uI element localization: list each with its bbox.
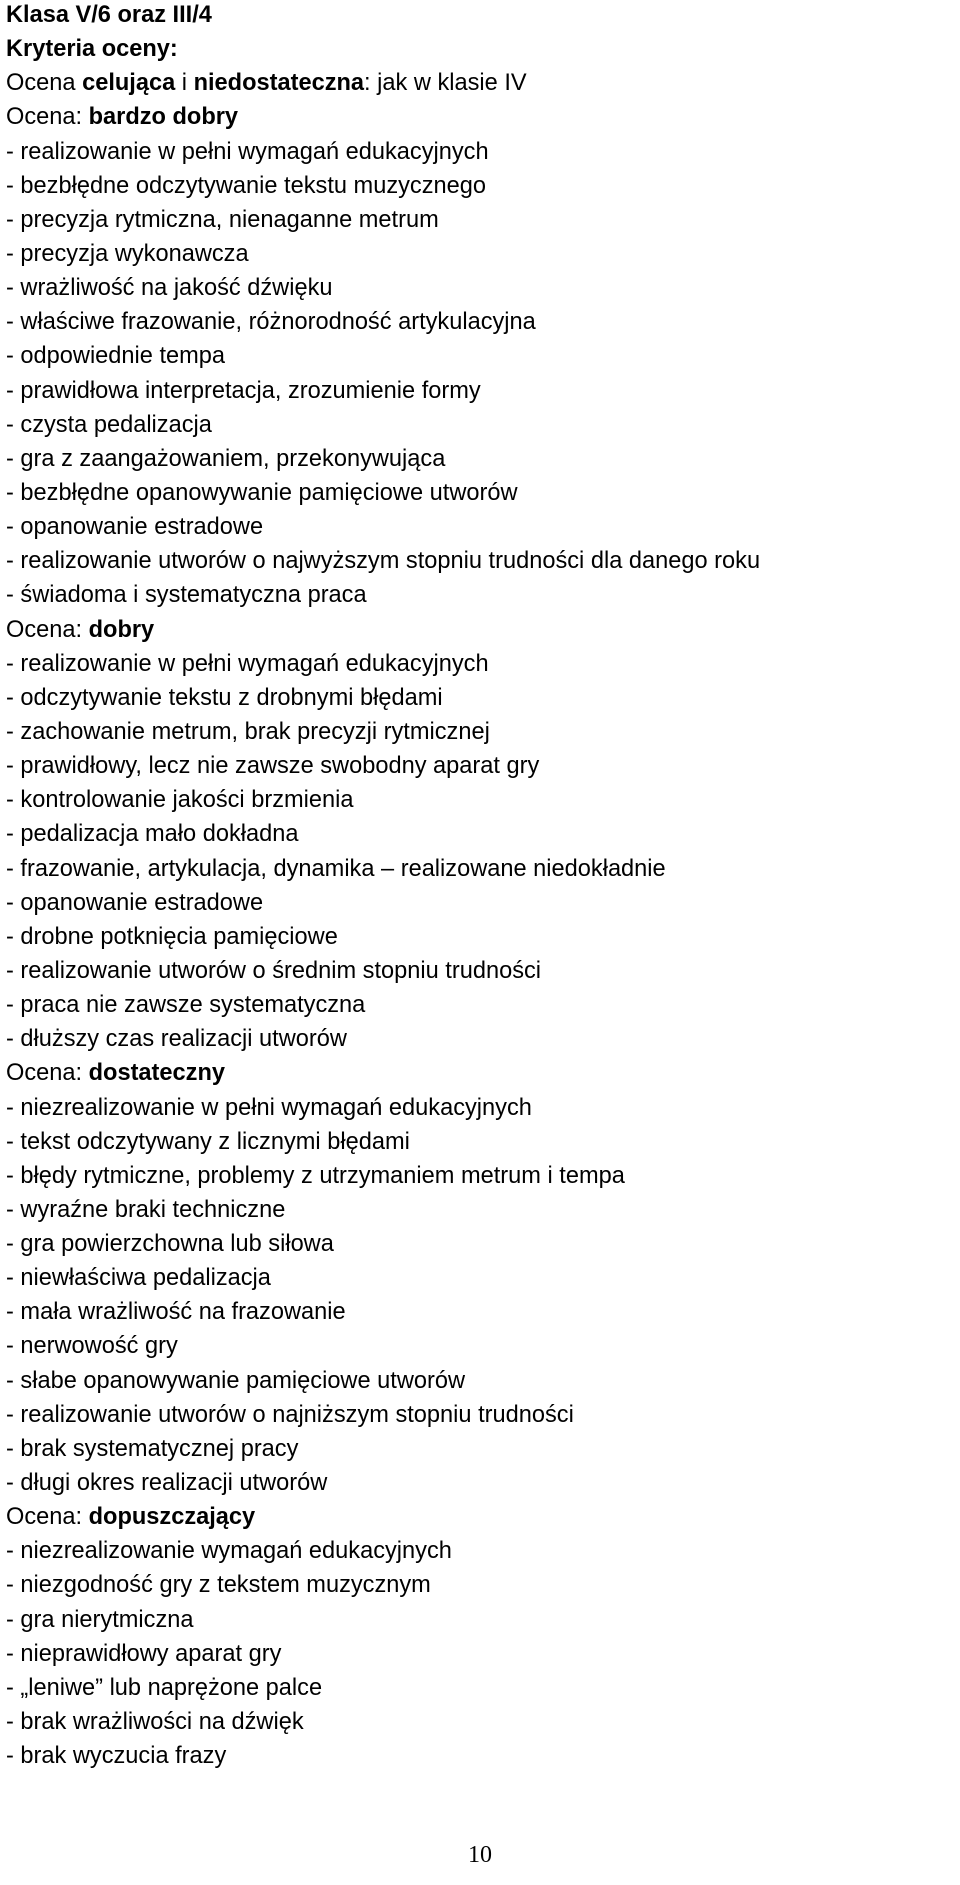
criteria-list-item: - opanowanie estradowe (6, 514, 264, 541)
criteria-list-item: - tekst odczytywany z licznymi błędami (6, 1128, 410, 1155)
criteria-list-item: - niezgodność gry z tekstem muzycznym (6, 1572, 431, 1599)
criteria-list-item: - opanowanie estradowe (6, 889, 264, 916)
criteria-list-item: - praca nie zawsze systematyczna (6, 992, 366, 1019)
criteria-list-item: - zachowanie metrum, brak precyzji rytmicznej (6, 718, 490, 745)
intro-line (6, 66, 954, 100)
criteria-list-item: - wyraźne braki techniczne (6, 1196, 286, 1223)
criteria-list-item: - świadoma i systematyczna praca (6, 582, 367, 609)
criteria-list-item: - czysta pedalizacja (6, 411, 212, 438)
criteria-list-item: - odczytywanie tekstu z drobnymi błędami (6, 684, 443, 711)
criteria-list-item: - odpowiednie tempa (6, 343, 226, 370)
intro-prefix: Ocena (6, 70, 83, 97)
criteria-list-item: - precyzja wykonawcza (6, 240, 249, 267)
criteria-list-item: - gra nierytmiczna (6, 1606, 194, 1633)
criteria-list-item: - brak wyczucia frazy (6, 1743, 227, 1770)
criteria-list-item: - realizowanie utworów o najniższym stopniu trudności (6, 1401, 574, 1428)
criteria-list-item: - długi okres realizacji utworów (6, 1470, 328, 1497)
criteria-list-item: - brak systematycznej pracy (6, 1435, 299, 1462)
criteria-list-item: - realizowanie w pełni wymagań edukacyjnych (6, 650, 489, 677)
criteria-list-item: - słabe opanowywanie pamięciowe utworów (6, 1367, 466, 1394)
criteria-list-item: - bezbłędne opanowywanie pamięciowe utworów (6, 479, 518, 506)
grade-heading-label: Ocena: (6, 1504, 89, 1531)
grade-sections (6, 100, 954, 1773)
class-title: Klasa V/6 oraz III/4 (6, 2, 212, 28)
criteria-list-item: - realizowanie w pełni wymagań edukacyjnych (6, 138, 489, 165)
criteria-title: Kryteria oceny: (6, 36, 178, 63)
grade-heading (6, 613, 954, 647)
criteria-list-item: - bezbłędne odczytywanie tekstu muzycznego (6, 172, 486, 199)
grade-heading-label: Ocena: (6, 616, 89, 643)
criteria-list-item: - prawidłowy, lecz nie zawsze swobodny aparat gry (6, 753, 540, 780)
criteria-list-item: - niezrealizowanie wymagań edukacyjnych (6, 1538, 452, 1565)
intro-grade-a: celująca (82, 70, 176, 97)
criteria-list-item: - realizowanie utworów o średnim stopniu trudności (6, 957, 542, 984)
criteria-list-item: - właściwe frazowanie, różnorodność artykulacyjna (6, 309, 536, 336)
grade-heading (6, 1500, 954, 1534)
criteria-list-item: - kontrolowanie jakości brzmienia (6, 787, 354, 814)
criteria-list-item: - „leniwe” lub naprężone palce (6, 1674, 323, 1701)
criteria-list-item: - precyzja rytmiczna, nienaganne metrum (6, 206, 439, 233)
page-number: 10 (468, 1842, 492, 1868)
criteria-list-item: - realizowanie utworów o najwyższym stopniu trudności dla danego roku (6, 548, 761, 575)
criteria-list-item: - niewłaściwa pedalizacja (6, 1265, 271, 1292)
criteria-list-item: - niezrealizowanie w pełni wymagań edukacyjnych (6, 1094, 532, 1121)
criteria-list-item: - błędy rytmiczne, problemy z utrzymaniem metrum i tempa (6, 1162, 625, 1189)
grade-heading-name: dostateczny (88, 1060, 225, 1087)
criteria-list-item: - drobne potknięcia pamięciowe (6, 923, 338, 950)
criteria-list-item: - nieprawidłowy aparat gry (6, 1640, 282, 1667)
criteria-list-item: - pedalizacja mało dokładna (6, 821, 299, 848)
grade-heading-name: dopuszczający (88, 1504, 256, 1531)
document-body (6, 0, 954, 1773)
grade-heading (6, 100, 954, 134)
intro-grade-b: niedostateczna (193, 70, 365, 97)
grade-heading-label: Ocena: (6, 1060, 89, 1087)
criteria-list-item: - wrażliwość na jakość dźwięku (6, 275, 333, 302)
criteria-list-item: - dłuższy czas realizacji utworów (6, 1026, 347, 1053)
criteria-list-item: - gra z zaangażowaniem, przekonywująca (6, 445, 446, 472)
criteria-list-item: - brak wrażliwości na dźwięk (6, 1709, 304, 1736)
intro-suffix: : jak w klasie IV (364, 70, 527, 97)
grade-heading-label: Ocena: (6, 104, 89, 131)
grade-heading-name: bardzo dobry (88, 104, 239, 131)
criteria-list-item: - nerwowość gry (6, 1333, 178, 1360)
intro-mid: i (175, 70, 194, 97)
criteria-list-item: - prawidłowa interpretacja, zrozumienie formy (6, 377, 481, 404)
criteria-list-item: - mała wrażliwość na frazowanie (6, 1299, 346, 1326)
criteria-list-item: - frazowanie, artykulacja, dynamika – realizowane niedokładnie (6, 855, 666, 882)
criteria-list-item: - gra powierzchowna lub siłowa (6, 1231, 334, 1258)
grade-heading (6, 1056, 954, 1090)
grade-heading-name: dobry (88, 616, 155, 643)
